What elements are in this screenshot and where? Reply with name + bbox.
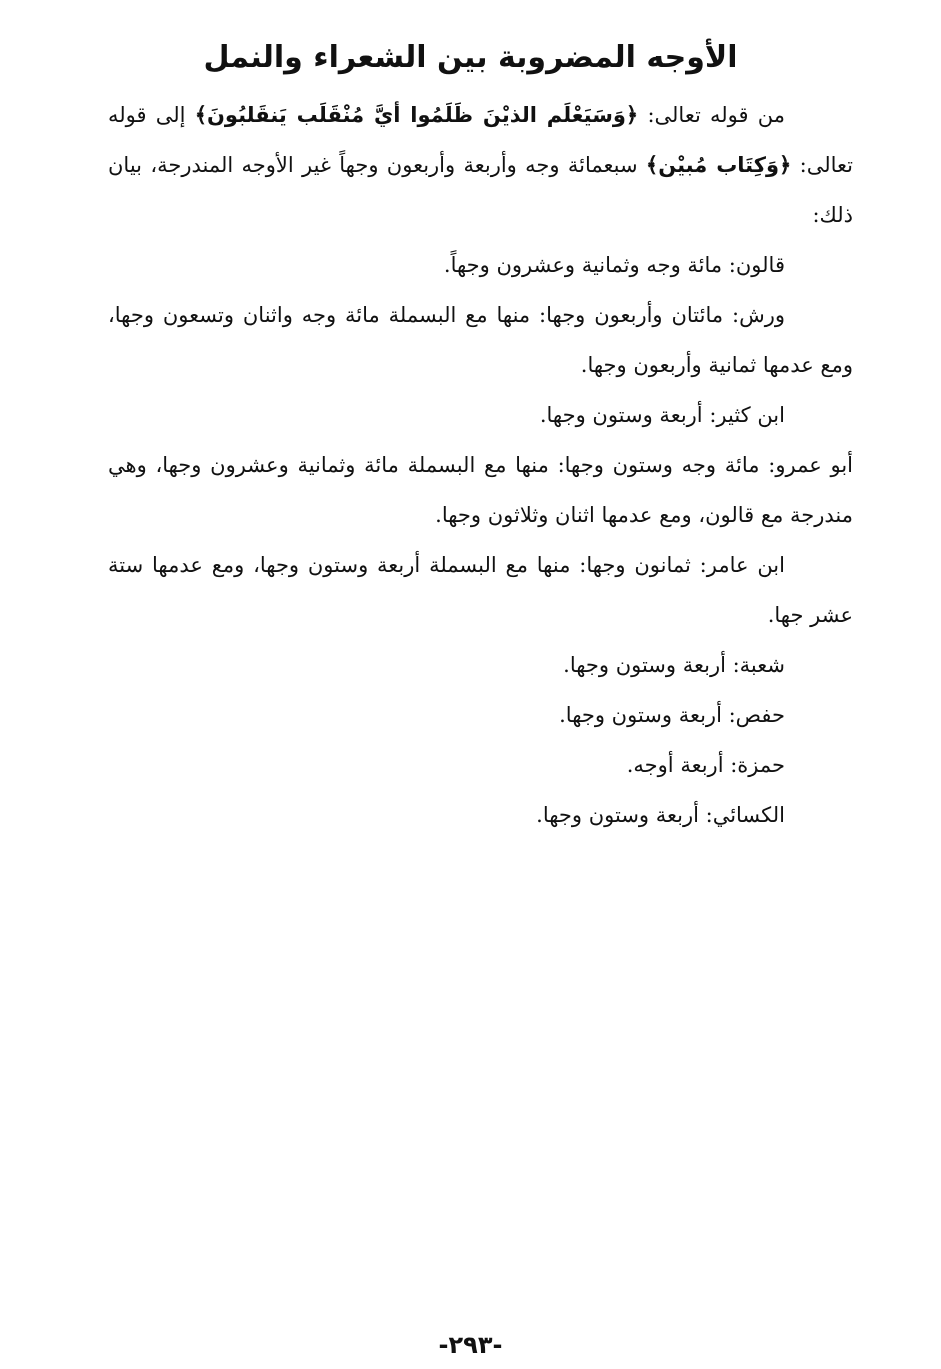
entry-abu-amr: أبو عمرو: مائة وجه وستون وجها: منها مع البسملة مائة وثمانية وعشرون وجها، وهي مندرجة مع قالون، ومع عدمها اثنان وثلاثون وجها. <box>108 453 853 527</box>
intro-paragraph <box>108 90 853 240</box>
quran-verse-first: ﴿وَسَيَعْلَم الذيْنَ ظَلَمُوا أيَّ مُنْقَلَب يَنقَلبُونَ﴾ <box>194 103 639 127</box>
entry-warsh: ورش: مائتان وأربعون وجها: منها مع البسملة مائة وجه واثنان وتسعون وجها، ومع عدمها ثمانية وأربعون وجها. <box>108 303 853 377</box>
entry-hafs: حفص: أربعة وستون وجها. <box>559 703 785 727</box>
quran-verse-second: ﴿وَكِتَاب مُبيْن﴾ <box>645 153 792 177</box>
intro-middle: إلى قوله تعالى: <box>108 103 853 177</box>
entry-hamza: حمزة: أربعة أوجه. <box>626 753 785 777</box>
main-text <box>108 90 853 840</box>
intro-rest: سبعمائة وجه وأربعة وأربعون وجهاً غير الأوجه المندرجة، بيان ذلك: <box>108 153 853 227</box>
entry-kisai: الكسائي: أربعة وستون وجها. <box>536 803 785 827</box>
entry-shuba: شعبة: أربعة وستون وجها. <box>563 653 785 677</box>
entry-ibn-kathir: ابن كثير: أربعة وستون وجها. <box>539 403 785 427</box>
page-title: الأوجه المضروبة بين الشعراء والنمل <box>203 40 738 75</box>
entry-qalun: قالون: مائة وجه وثمانية وعشرون وجهاً. <box>443 253 785 277</box>
page-number: -٢٩٣- <box>438 1331 503 1359</box>
entry-ibn-amir: ابن عامر: ثمانون وجها: منها مع البسملة أربعة وستون وجها، ومع عدمها ستة عشر جها. <box>108 553 853 627</box>
intro-lead: من قوله تعالى: <box>638 103 786 127</box>
